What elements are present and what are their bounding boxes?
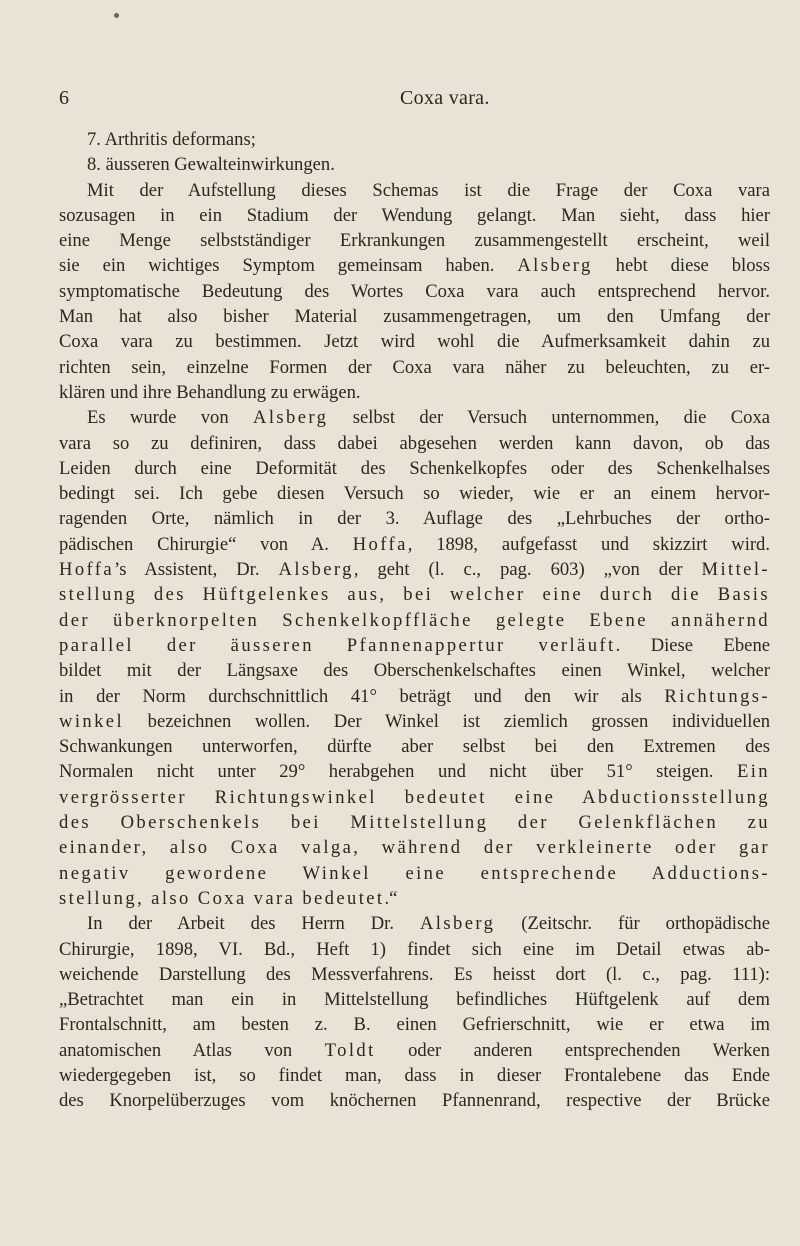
- body-text: [59, 127, 770, 1114]
- text-line: [59, 1088, 770, 1113]
- text-line: [59, 709, 770, 734]
- text-segment: anatomischen Atlas von: [59, 1039, 325, 1061]
- text-segment: Chirurgie, 1898, VI. Bd., Heft 1) findet sich eine im Detail etwas ab-: [59, 938, 770, 960]
- text-segment: , geht (l. c., pag. 603) „von der: [353, 559, 702, 581]
- text-segment: des Knorpelüberzuges vom knöchernen Pfannenrand, respective der Brücke: [59, 1090, 770, 1112]
- text-segment: sozusagen in ein Stadium der Wendung gelangt. Man sieht, dass hier: [59, 204, 770, 226]
- text-segment: oder anderen entsprechenden Werken: [375, 1039, 770, 1061]
- spaced-text: Alsberg: [517, 255, 593, 277]
- text-line: [59, 127, 770, 152]
- text-line: [59, 253, 770, 278]
- text-line: [59, 481, 770, 506]
- text-segment: selbst der Versuch unternommen, die Coxa: [328, 407, 770, 429]
- text-line: [59, 1063, 770, 1088]
- text-segment: , 1898, aufgefasst und skizzirt wird.: [407, 533, 771, 555]
- text-line: [59, 810, 770, 835]
- text-line: [59, 532, 770, 557]
- text-line: [59, 380, 770, 405]
- text-segment: 8. äusseren Gewalteinwirkungen.: [87, 154, 335, 176]
- text-segment: „Betrachtet man ein in Mittelstellung befindliches Hüftgelenk auf dem: [59, 989, 770, 1011]
- text-segment: Coxa vara zu bestimmen. Jetzt wird wohl die Aufmerksamkeit dahin zu: [59, 331, 770, 353]
- text-segment: 7. Arthritis deformans;: [87, 129, 256, 150]
- spaced-text: Richtungs-: [664, 685, 770, 707]
- text-line: [59, 937, 770, 962]
- text-line: [59, 861, 770, 886]
- text-segment: .“: [384, 887, 398, 909]
- text-line: [59, 633, 770, 658]
- text-line: [59, 759, 770, 784]
- text-line: [59, 178, 770, 203]
- spaced-text: Mittel-: [701, 559, 770, 581]
- text-line: [59, 734, 770, 759]
- text-segment: pädischen Chirurgie“ von A.: [59, 533, 353, 555]
- text-segment: Schwankungen unterworfen, dürfte aber selbst bei den Extremen des: [59, 736, 770, 758]
- text-segment: in der Norm durchschnittlich 41° beträgt und den wir als: [59, 685, 665, 707]
- text-line: [59, 987, 770, 1012]
- text-segment: vara so zu definiren, dass dabei abgesehen werden kann davon, ob das: [59, 432, 770, 454]
- text-segment: Mit der Aufstellung dieses Schemas ist die Frage der Coxa vara: [87, 179, 770, 201]
- text-line: [59, 456, 770, 481]
- text-segment: wiedergegeben ist, so findet man, dass in dieser Frontalebene das Ende: [59, 1064, 770, 1086]
- text-line: [59, 228, 770, 253]
- spaced-text: vergrösserter Richtungswinkel bedeutet eine Abductionsstellung: [59, 786, 770, 808]
- text-line: [59, 557, 770, 582]
- text-segment: (Zeitschr. für orthopädische: [495, 913, 770, 935]
- spaced-text: der überknorpelten Schenkelkopffläche gelegte Ebene annähernd: [59, 609, 770, 631]
- text-segment: bildet mit der Längsaxe des Oberschenkelschaftes einen Winkel, welcher: [59, 660, 770, 682]
- text-segment: bezeichnen wollen. Der Winkel ist ziemlich grossen individuellen: [124, 710, 770, 732]
- spaced-text: parallel der äusseren Pfannenappertur verläuft: [59, 634, 616, 656]
- text-line: [59, 835, 770, 860]
- text-segment: weichende Darstellung des Messverfahrens. Es heisst dort (l. c., pag. 111):: [59, 963, 770, 985]
- text-segment: richten sein, einzelne Formen der Coxa vara näher zu beleuchten, zu er-: [59, 356, 770, 378]
- text-line: [59, 203, 770, 228]
- text-line: [59, 1012, 770, 1037]
- text-segment: Es wurde von: [87, 407, 254, 429]
- text-line: [59, 886, 770, 911]
- text-segment: hebt diese bloss: [592, 255, 770, 277]
- text-segment: klären und ihre Behandlung zu erwägen.: [59, 381, 361, 403]
- text-line: [59, 962, 770, 987]
- text-segment: ragenden Orte, nämlich in der 3. Auflage des „Lehrbuches der ortho-: [59, 508, 770, 530]
- spaced-text: Hoffa: [352, 533, 408, 555]
- ink-speck: [114, 13, 119, 18]
- spaced-text: Alsberg: [278, 559, 354, 581]
- spaced-text: Toldt: [324, 1039, 376, 1061]
- spaced-text: stellung des Hüftgelenkes aus, bei welcher eine durch die Basis: [59, 584, 770, 606]
- spaced-text: Alsberg: [419, 913, 496, 935]
- text-segment: ’s Assistent, Dr.: [114, 559, 279, 581]
- text-line: [59, 329, 770, 354]
- text-line: [59, 684, 770, 709]
- text-line: [59, 911, 770, 936]
- text-line: [59, 405, 770, 430]
- spaced-text: einander, also Coxa valga, während der verkleinerte oder gar: [59, 837, 770, 859]
- text-line: [59, 355, 770, 380]
- text-line: [59, 152, 770, 177]
- text-segment: sie ein wichtiges Symptom gemeinsam haben.: [59, 255, 518, 277]
- text-segment: Man hat also bisher Material zusammengetragen, um den Umfang der: [59, 306, 770, 328]
- text-segment: bedingt sei. Ich gebe diesen Versuch so wieder, wie er an einem hervor-: [59, 483, 770, 505]
- text-line: [59, 304, 770, 329]
- spaced-text: Hoffa: [59, 559, 115, 581]
- spaced-text: Alsberg: [253, 407, 329, 429]
- text-segment: eine Menge selbstständiger Erkrankungen zusammengestellt erscheint, weil: [59, 230, 770, 252]
- text-line: [59, 658, 770, 683]
- page-number: 6: [59, 87, 69, 109]
- text-segment: . Diese Ebene: [615, 634, 770, 656]
- text-segment: Normalen nicht unter 29° herabgehen und nicht über 51° steigen.: [59, 761, 737, 783]
- text-line: [59, 431, 770, 456]
- spaced-text: Ein: [736, 761, 770, 783]
- text-segment: symptomatische Bedeutung des Wortes Coxa vara auch entsprechend hervor.: [59, 280, 770, 302]
- text-line: [59, 506, 770, 531]
- text-segment: Leiden durch eine Deformität des Schenkelkopfes oder des Schenkelhalses: [59, 457, 770, 479]
- spaced-text: negativ gewordene Winkel eine entsprechende Adductions-: [59, 862, 770, 884]
- spaced-text: stellung, also Coxa vara bedeutet: [59, 887, 385, 909]
- text-line: [59, 785, 770, 810]
- running-head: Coxa vara.: [400, 87, 490, 109]
- text-line: [59, 608, 770, 633]
- spaced-text: winkel: [59, 710, 125, 732]
- text-segment: Frontalschnitt, am besten z. B. einen Gefrierschnitt, wie er etwa im: [59, 1014, 770, 1036]
- text-line: [59, 582, 770, 607]
- text-segment: In der Arbeit des Herrn Dr.: [87, 913, 420, 935]
- text-line: [59, 1038, 770, 1063]
- text-line: [59, 279, 770, 304]
- spaced-text: des Oberschenkels bei Mittelstellung der Gelenkflächen zu: [59, 812, 770, 834]
